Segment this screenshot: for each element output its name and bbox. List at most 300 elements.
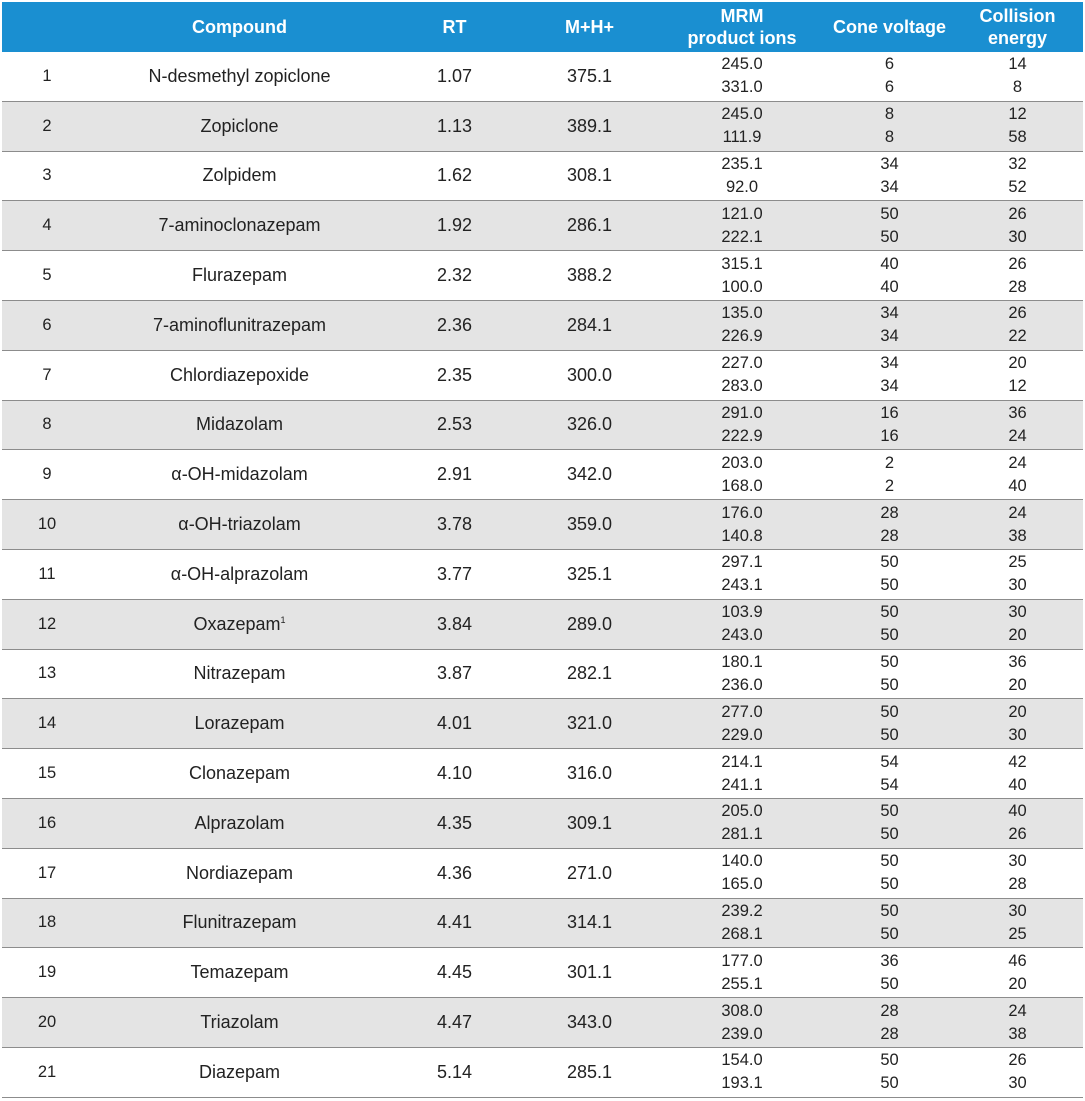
cone-voltage-1: 50 bbox=[880, 1051, 899, 1070]
cone-voltage-1: 36 bbox=[880, 951, 899, 970]
collision-energy-cell bbox=[952, 699, 1083, 749]
mh-cell: 314.1 bbox=[522, 898, 657, 948]
cone-voltage-1: 50 bbox=[880, 901, 899, 920]
header-ce-line2: energy bbox=[987, 28, 1048, 48]
cone-voltage-cell bbox=[827, 201, 952, 251]
table-row bbox=[2, 798, 1083, 848]
collision-energy-1: 36 bbox=[1008, 652, 1027, 671]
table-body bbox=[2, 52, 1083, 1097]
mh-cell: 301.1 bbox=[522, 948, 657, 998]
rt-cell: 2.32 bbox=[387, 251, 522, 301]
collision-energy-1: 30 bbox=[1008, 901, 1027, 920]
rt-cell: 3.77 bbox=[387, 549, 522, 599]
table-row bbox=[2, 848, 1083, 898]
collision-energy-1: 12 bbox=[1008, 105, 1027, 124]
cone-voltage-cell bbox=[827, 798, 952, 848]
collision-energy-2: 38 bbox=[1008, 526, 1027, 545]
product-ion-1: 154.0 bbox=[721, 1051, 763, 1070]
cone-voltage-cell bbox=[827, 251, 952, 301]
row-index: 16 bbox=[2, 798, 92, 848]
collision-energy-cell bbox=[952, 450, 1083, 500]
compound-cell bbox=[92, 101, 387, 151]
product-ion-1: 180.1 bbox=[721, 652, 763, 671]
compound-name: Oxazepam bbox=[193, 613, 281, 634]
row-index: 8 bbox=[2, 400, 92, 450]
collision-energy-1: 25 bbox=[1008, 553, 1027, 572]
cone-voltage-1: 2 bbox=[884, 453, 895, 472]
mh-cell: 375.1 bbox=[522, 52, 657, 101]
mh-cell: 286.1 bbox=[522, 201, 657, 251]
table-row bbox=[2, 549, 1083, 599]
collision-energy-2: 20 bbox=[1008, 626, 1027, 645]
product-ions-cell bbox=[657, 101, 827, 151]
compound-name: Clonazepam bbox=[188, 763, 291, 784]
compound-cell bbox=[92, 201, 387, 251]
header-ce-line1: Collision bbox=[979, 6, 1056, 26]
cone-voltage-cell bbox=[827, 350, 952, 400]
cone-voltage-cell bbox=[827, 151, 952, 201]
table-row bbox=[2, 151, 1083, 201]
product-ion-2: 226.9 bbox=[721, 327, 763, 346]
product-ion-1: 203.0 bbox=[721, 453, 763, 472]
compound-cell bbox=[92, 549, 387, 599]
cone-voltage-1: 50 bbox=[880, 852, 899, 871]
compound-cell bbox=[92, 350, 387, 400]
cone-voltage-2: 34 bbox=[880, 327, 899, 346]
row-index: 9 bbox=[2, 450, 92, 500]
row-index: 5 bbox=[2, 251, 92, 301]
mh-cell: 389.1 bbox=[522, 101, 657, 151]
product-ion-1: 245.0 bbox=[721, 105, 763, 124]
rt-cell: 4.36 bbox=[387, 848, 522, 898]
product-ions-cell bbox=[657, 400, 827, 450]
cone-voltage-cell bbox=[827, 649, 952, 699]
table-row bbox=[2, 251, 1083, 301]
collision-energy-1: 24 bbox=[1008, 503, 1027, 522]
compound-cell bbox=[92, 300, 387, 350]
collision-energy-2: 20 bbox=[1008, 974, 1027, 993]
product-ion-2: 222.9 bbox=[721, 426, 763, 445]
compound-cell bbox=[92, 798, 387, 848]
cone-voltage-cell bbox=[827, 948, 952, 998]
product-ions-cell bbox=[657, 798, 827, 848]
collision-energy-1: 24 bbox=[1008, 453, 1027, 472]
cone-voltage-2: 50 bbox=[880, 626, 899, 645]
collision-energy-1: 14 bbox=[1008, 55, 1027, 74]
cone-voltage-cell bbox=[827, 549, 952, 599]
collision-energy-1: 42 bbox=[1008, 752, 1027, 771]
row-index: 15 bbox=[2, 749, 92, 799]
rt-cell: 3.84 bbox=[387, 599, 522, 649]
cone-voltage-1: 8 bbox=[884, 105, 895, 124]
compound-name: Nitrazepam bbox=[193, 663, 286, 684]
compound-cell bbox=[92, 599, 387, 649]
header-index bbox=[2, 2, 92, 52]
table-row bbox=[2, 998, 1083, 1048]
collision-energy-cell bbox=[952, 898, 1083, 948]
table-row bbox=[2, 749, 1083, 799]
product-ion-2: 255.1 bbox=[721, 974, 763, 993]
product-ion-2: 140.8 bbox=[721, 526, 763, 545]
product-ion-2: 283.0 bbox=[721, 377, 763, 396]
cone-voltage-1: 50 bbox=[880, 603, 899, 622]
compound-name: Lorazepam bbox=[194, 713, 285, 734]
compound-cell bbox=[92, 848, 387, 898]
cone-voltage-cell bbox=[827, 898, 952, 948]
product-ion-1: 235.1 bbox=[721, 154, 763, 173]
product-ion-1: 205.0 bbox=[721, 802, 763, 821]
compound-name: α-OH-midazolam bbox=[171, 464, 308, 485]
rt-cell: 4.01 bbox=[387, 699, 522, 749]
collision-energy-2: 25 bbox=[1008, 924, 1027, 943]
product-ion-2: 168.0 bbox=[721, 476, 763, 495]
cone-voltage-1: 50 bbox=[880, 204, 899, 223]
compound-cell bbox=[92, 251, 387, 301]
row-index: 19 bbox=[2, 948, 92, 998]
collision-energy-2: 58 bbox=[1008, 128, 1027, 147]
product-ions-cell bbox=[657, 948, 827, 998]
cone-voltage-1: 50 bbox=[880, 702, 899, 721]
cone-voltage-1: 54 bbox=[880, 752, 899, 771]
compound-cell bbox=[92, 948, 387, 998]
collision-energy-2: 20 bbox=[1008, 675, 1027, 694]
compound-name: Triazolam bbox=[200, 1012, 279, 1033]
rt-cell: 1.92 bbox=[387, 201, 522, 251]
compound-footnote: 1 bbox=[280, 614, 286, 625]
table-row bbox=[2, 948, 1083, 998]
compound-cell bbox=[92, 450, 387, 500]
header-cone-voltage: Cone voltage bbox=[827, 2, 952, 52]
compound-cell bbox=[92, 699, 387, 749]
product-ions-cell bbox=[657, 52, 827, 101]
row-index: 11 bbox=[2, 549, 92, 599]
row-index: 7 bbox=[2, 350, 92, 400]
rt-cell: 4.41 bbox=[387, 898, 522, 948]
product-ions-cell bbox=[657, 300, 827, 350]
header-mrm bbox=[657, 2, 827, 52]
compound-cell bbox=[92, 52, 387, 101]
cone-voltage-2: 50 bbox=[880, 675, 899, 694]
compound-name: Zolpidem bbox=[202, 165, 277, 186]
compound-name: 7-aminoflunitrazepam bbox=[152, 314, 327, 335]
collision-energy-2: 30 bbox=[1008, 725, 1027, 744]
table-row bbox=[2, 52, 1083, 101]
header-compound: Compound bbox=[92, 2, 387, 52]
product-ions-cell bbox=[657, 1047, 827, 1097]
collision-energy-cell bbox=[952, 948, 1083, 998]
cone-voltage-cell bbox=[827, 848, 952, 898]
header-collision-energy bbox=[952, 2, 1083, 52]
cone-voltage-2: 34 bbox=[880, 177, 899, 196]
rt-cell: 1.62 bbox=[387, 151, 522, 201]
table-row bbox=[2, 649, 1083, 699]
collision-energy-cell bbox=[952, 151, 1083, 201]
table-row bbox=[2, 1047, 1083, 1097]
compound-name: Flurazepam bbox=[191, 265, 288, 286]
row-index: 12 bbox=[2, 599, 92, 649]
cone-voltage-1: 28 bbox=[880, 1001, 899, 1020]
product-ions-cell bbox=[657, 898, 827, 948]
table-row bbox=[2, 101, 1083, 151]
mh-cell: 285.1 bbox=[522, 1047, 657, 1097]
mh-cell: 309.1 bbox=[522, 798, 657, 848]
row-index: 4 bbox=[2, 201, 92, 251]
cone-voltage-1: 40 bbox=[880, 254, 899, 273]
product-ion-2: 268.1 bbox=[721, 924, 763, 943]
table-row bbox=[2, 300, 1083, 350]
collision-energy-cell bbox=[952, 549, 1083, 599]
product-ion-1: 177.0 bbox=[721, 951, 763, 970]
product-ion-2: 281.1 bbox=[721, 825, 763, 844]
collision-energy-1: 30 bbox=[1008, 603, 1027, 622]
collision-energy-2: 28 bbox=[1008, 875, 1027, 894]
compound-cell bbox=[92, 898, 387, 948]
table-row bbox=[2, 350, 1083, 400]
cone-voltage-2: 6 bbox=[884, 78, 895, 97]
product-ion-2: 111.9 bbox=[722, 128, 762, 147]
header-mrm-line1: MRM bbox=[720, 6, 764, 26]
product-ions-cell bbox=[657, 251, 827, 301]
collision-energy-1: 20 bbox=[1008, 702, 1027, 721]
cone-voltage-2: 50 bbox=[880, 576, 899, 595]
table-row bbox=[2, 201, 1083, 251]
table-row bbox=[2, 450, 1083, 500]
product-ions-cell bbox=[657, 998, 827, 1048]
product-ion-2: 165.0 bbox=[721, 875, 763, 894]
product-ion-2: 243.1 bbox=[721, 576, 763, 595]
collision-energy-1: 26 bbox=[1008, 254, 1027, 273]
collision-energy-1: 32 bbox=[1008, 154, 1027, 173]
collision-energy-1: 36 bbox=[1008, 403, 1027, 422]
cone-voltage-2: 40 bbox=[880, 277, 899, 296]
product-ions-cell bbox=[657, 649, 827, 699]
compound-name: Temazepam bbox=[190, 962, 289, 983]
cone-voltage-1: 50 bbox=[880, 652, 899, 671]
rt-cell: 2.36 bbox=[387, 300, 522, 350]
mrm-parameters-table bbox=[2, 2, 1083, 1098]
compound-name: Diazepam bbox=[198, 1061, 281, 1082]
collision-energy-2: 40 bbox=[1008, 775, 1027, 794]
collision-energy-1: 24 bbox=[1008, 1001, 1027, 1020]
compound-name: Midazolam bbox=[195, 414, 284, 435]
product-ion-2: 239.0 bbox=[721, 1024, 763, 1043]
row-index: 13 bbox=[2, 649, 92, 699]
row-index: 2 bbox=[2, 101, 92, 151]
compound-cell bbox=[92, 749, 387, 799]
product-ion-1: 227.0 bbox=[721, 354, 763, 373]
mh-cell: 343.0 bbox=[522, 998, 657, 1048]
compound-name: Alprazolam bbox=[194, 812, 285, 833]
product-ions-cell bbox=[657, 699, 827, 749]
compound-name: Flunitrazepam bbox=[182, 912, 297, 933]
product-ion-1: 140.0 bbox=[721, 852, 763, 871]
product-ion-2: 243.0 bbox=[721, 626, 763, 645]
cone-voltage-1: 16 bbox=[880, 403, 899, 422]
cone-voltage-1: 50 bbox=[880, 802, 899, 821]
mh-cell: 321.0 bbox=[522, 699, 657, 749]
product-ion-1: 308.0 bbox=[721, 1001, 763, 1020]
cone-voltage-cell bbox=[827, 699, 952, 749]
mh-cell: 282.1 bbox=[522, 649, 657, 699]
cone-voltage-cell bbox=[827, 52, 952, 101]
cone-voltage-cell bbox=[827, 101, 952, 151]
cone-voltage-cell bbox=[827, 599, 952, 649]
collision-energy-1: 46 bbox=[1008, 951, 1027, 970]
compound-cell bbox=[92, 998, 387, 1048]
rt-cell: 5.14 bbox=[387, 1047, 522, 1097]
rt-cell: 3.78 bbox=[387, 500, 522, 550]
product-ions-cell bbox=[657, 151, 827, 201]
collision-energy-1: 20 bbox=[1008, 354, 1027, 373]
rt-cell: 4.10 bbox=[387, 749, 522, 799]
cone-voltage-2: 50 bbox=[880, 974, 899, 993]
row-index: 20 bbox=[2, 998, 92, 1048]
product-ion-2: 229.0 bbox=[721, 725, 763, 744]
collision-energy-1: 40 bbox=[1008, 802, 1027, 821]
row-index: 14 bbox=[2, 699, 92, 749]
compound-name: α-OH-alprazolam bbox=[170, 563, 309, 584]
product-ion-1: 239.2 bbox=[721, 901, 763, 920]
table-row bbox=[2, 500, 1083, 550]
rt-cell: 4.45 bbox=[387, 948, 522, 998]
collision-energy-2: 24 bbox=[1008, 426, 1027, 445]
product-ion-1: 121.0 bbox=[721, 204, 763, 223]
collision-energy-cell bbox=[952, 1047, 1083, 1097]
collision-energy-cell bbox=[952, 350, 1083, 400]
row-index: 1 bbox=[2, 52, 92, 101]
table-header-row bbox=[2, 2, 1083, 52]
mh-cell: 271.0 bbox=[522, 848, 657, 898]
row-index: 21 bbox=[2, 1047, 92, 1097]
compound-name: Nordiazepam bbox=[185, 862, 294, 883]
cone-voltage-2: 28 bbox=[880, 526, 899, 545]
rt-cell: 2.35 bbox=[387, 350, 522, 400]
compound-cell bbox=[92, 500, 387, 550]
compound-name: Zopiclone bbox=[200, 115, 279, 136]
cone-voltage-2: 2 bbox=[884, 476, 895, 495]
cone-voltage-1: 34 bbox=[880, 154, 899, 173]
compound-cell bbox=[92, 151, 387, 201]
compound-name: Chlordiazepoxide bbox=[169, 364, 310, 385]
cone-voltage-cell bbox=[827, 450, 952, 500]
mh-cell: 300.0 bbox=[522, 350, 657, 400]
collision-energy-2: 30 bbox=[1008, 576, 1027, 595]
product-ions-cell bbox=[657, 848, 827, 898]
mh-cell: 388.2 bbox=[522, 251, 657, 301]
cone-voltage-cell bbox=[827, 1047, 952, 1097]
collision-energy-cell bbox=[952, 101, 1083, 151]
product-ion-1: 135.0 bbox=[721, 304, 763, 323]
product-ions-cell bbox=[657, 500, 827, 550]
rt-cell: 2.91 bbox=[387, 450, 522, 500]
compound-name: N-desmethyl zopiclone bbox=[148, 65, 331, 86]
cone-voltage-2: 50 bbox=[880, 875, 899, 894]
cone-voltage-2: 50 bbox=[880, 825, 899, 844]
collision-energy-cell bbox=[952, 400, 1083, 450]
product-ion-2: 331.0 bbox=[721, 78, 763, 97]
collision-energy-cell bbox=[952, 749, 1083, 799]
mh-cell: 308.1 bbox=[522, 151, 657, 201]
product-ion-2: 193.1 bbox=[721, 1074, 763, 1093]
rt-cell: 3.87 bbox=[387, 649, 522, 699]
collision-energy-cell bbox=[952, 599, 1083, 649]
collision-energy-cell bbox=[952, 201, 1083, 251]
collision-energy-2: 8 bbox=[1012, 78, 1023, 97]
product-ions-cell bbox=[657, 201, 827, 251]
product-ion-2: 222.1 bbox=[721, 227, 763, 246]
mh-cell: 342.0 bbox=[522, 450, 657, 500]
collision-energy-cell bbox=[952, 848, 1083, 898]
product-ions-cell bbox=[657, 599, 827, 649]
collision-energy-cell bbox=[952, 52, 1083, 101]
cone-voltage-2: 50 bbox=[880, 227, 899, 246]
cone-voltage-1: 34 bbox=[880, 304, 899, 323]
collision-energy-cell bbox=[952, 500, 1083, 550]
product-ion-2: 92.0 bbox=[725, 177, 759, 196]
product-ion-2: 241.1 bbox=[721, 775, 763, 794]
table-row bbox=[2, 400, 1083, 450]
cone-voltage-cell bbox=[827, 500, 952, 550]
cone-voltage-2: 28 bbox=[880, 1024, 899, 1043]
product-ion-1: 291.0 bbox=[721, 403, 763, 422]
collision-energy-2: 38 bbox=[1008, 1024, 1027, 1043]
mh-cell: 325.1 bbox=[522, 549, 657, 599]
mh-cell: 289.0 bbox=[522, 599, 657, 649]
product-ion-1: 245.0 bbox=[721, 55, 763, 74]
compound-cell bbox=[92, 1047, 387, 1097]
row-index: 3 bbox=[2, 151, 92, 201]
product-ion-1: 176.0 bbox=[721, 503, 763, 522]
cone-voltage-2: 50 bbox=[880, 1074, 899, 1093]
collision-energy-cell bbox=[952, 998, 1083, 1048]
row-index: 10 bbox=[2, 500, 92, 550]
collision-energy-2: 52 bbox=[1008, 177, 1027, 196]
collision-energy-cell bbox=[952, 649, 1083, 699]
table-row bbox=[2, 898, 1083, 948]
collision-energy-1: 30 bbox=[1008, 852, 1027, 871]
row-index: 6 bbox=[2, 300, 92, 350]
mh-cell: 326.0 bbox=[522, 400, 657, 450]
header-mrm-line2: product ions bbox=[687, 28, 797, 48]
header-mh: M+H+ bbox=[522, 2, 657, 52]
product-ion-1: 315.1 bbox=[721, 254, 763, 273]
cone-voltage-cell bbox=[827, 998, 952, 1048]
cone-voltage-2: 8 bbox=[884, 128, 895, 147]
row-index: 17 bbox=[2, 848, 92, 898]
rt-cell: 4.47 bbox=[387, 998, 522, 1048]
cone-voltage-cell bbox=[827, 300, 952, 350]
cone-voltage-1: 6 bbox=[884, 55, 895, 74]
collision-energy-2: 40 bbox=[1008, 476, 1027, 495]
collision-energy-2: 12 bbox=[1008, 377, 1027, 396]
header-rt: RT bbox=[387, 2, 522, 52]
cone-voltage-1: 34 bbox=[880, 354, 899, 373]
mh-cell: 284.1 bbox=[522, 300, 657, 350]
rt-cell: 4.35 bbox=[387, 798, 522, 848]
collision-energy-2: 28 bbox=[1008, 277, 1027, 296]
compound-cell bbox=[92, 400, 387, 450]
cone-voltage-cell bbox=[827, 749, 952, 799]
product-ion-2: 100.0 bbox=[721, 277, 763, 296]
mh-cell: 316.0 bbox=[522, 749, 657, 799]
collision-energy-2: 26 bbox=[1008, 825, 1027, 844]
compound-name: 7-aminoclonazepam bbox=[158, 215, 321, 236]
collision-energy-2: 30 bbox=[1008, 227, 1027, 246]
collision-energy-1: 26 bbox=[1008, 204, 1027, 223]
rt-cell: 1.13 bbox=[387, 101, 522, 151]
collision-energy-1: 26 bbox=[1008, 1051, 1027, 1070]
cone-voltage-1: 28 bbox=[880, 503, 899, 522]
